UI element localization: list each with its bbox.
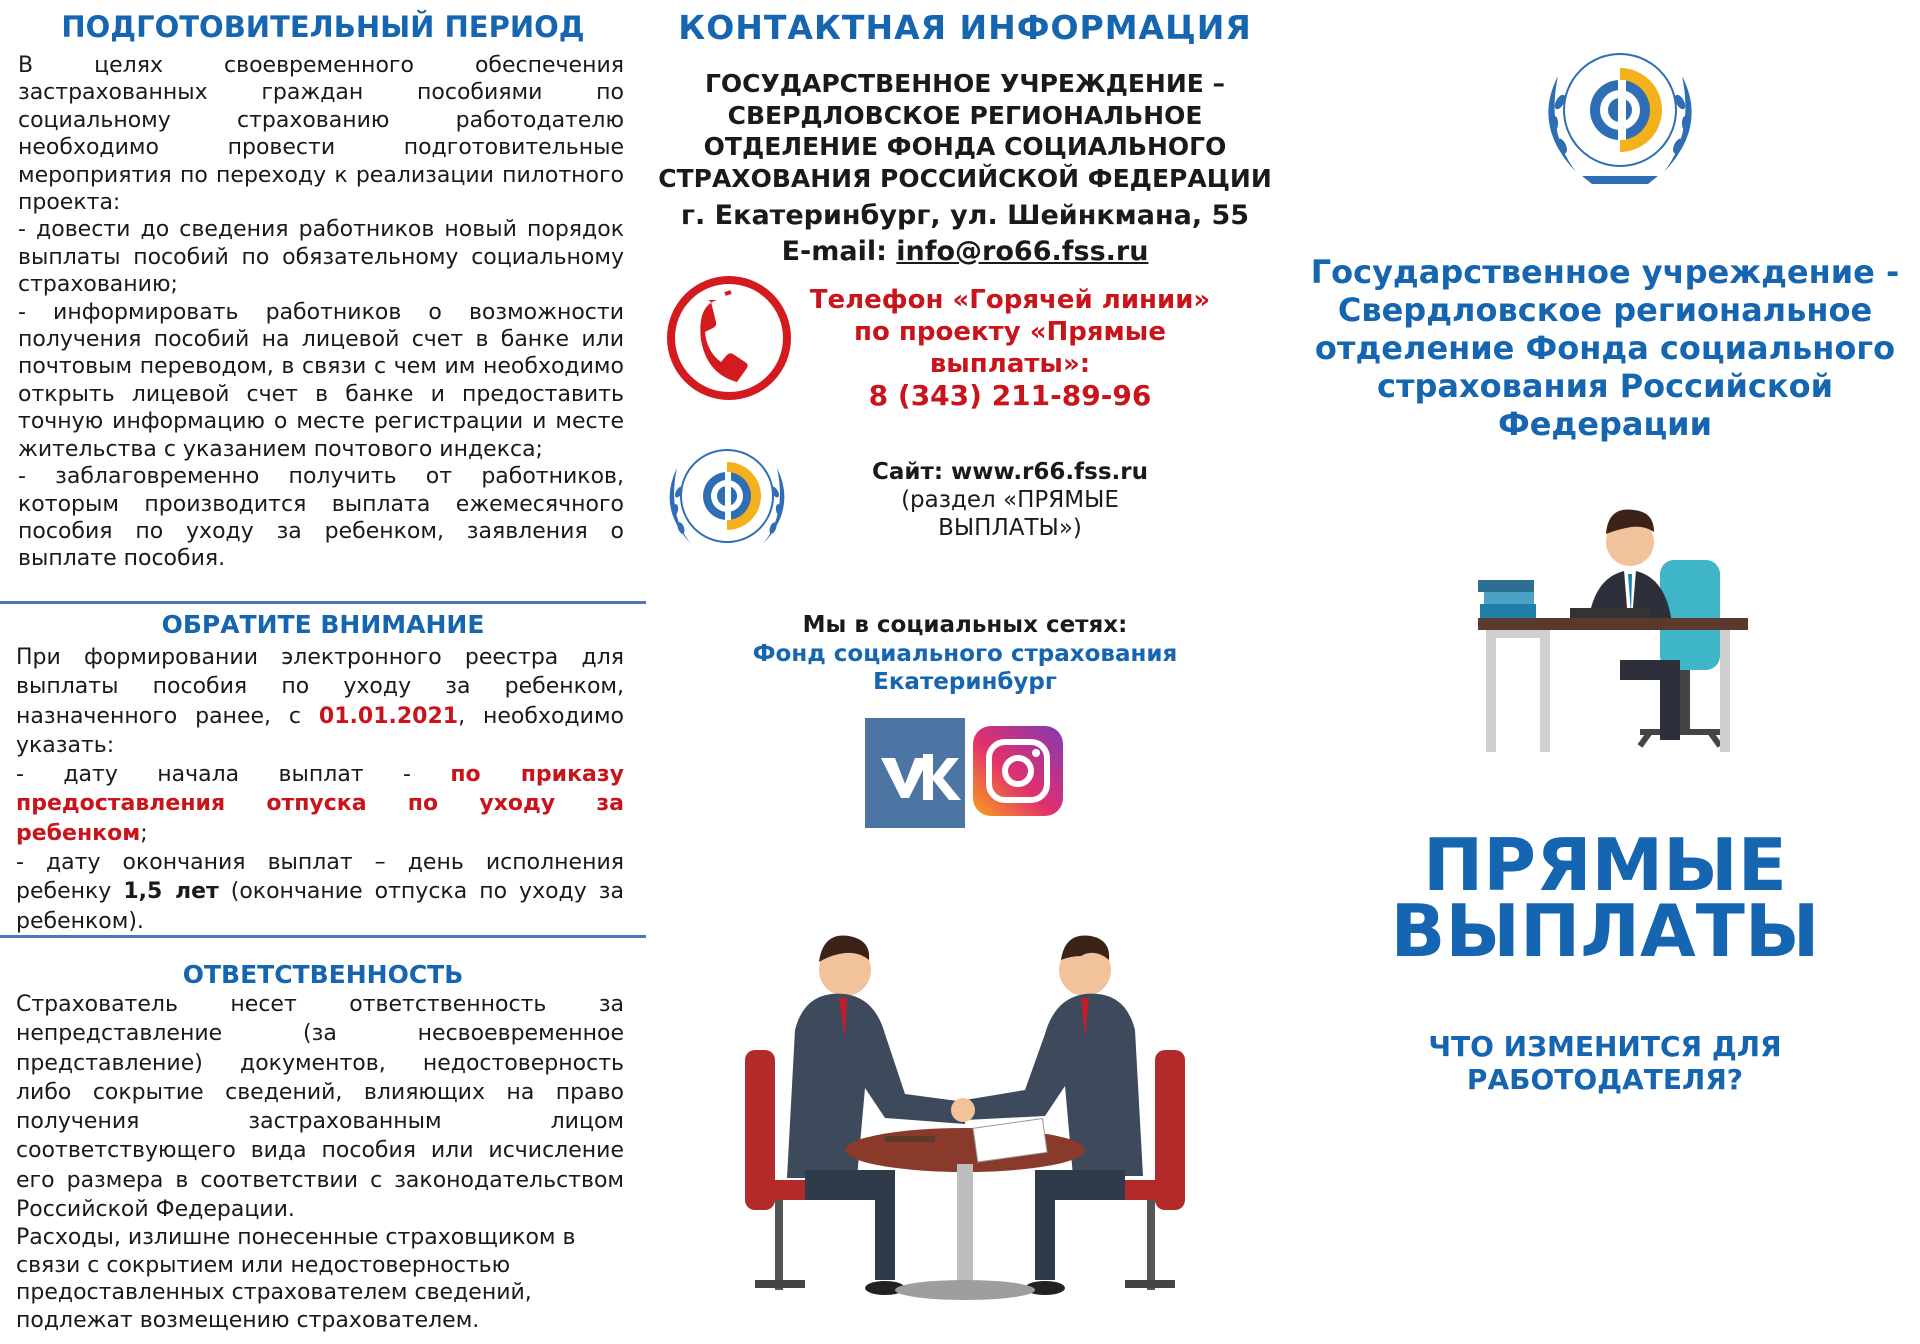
right-column <box>1290 0 1920 1344</box>
prep-title: ПОДГОТОВИТЕЛЬНЫЙ ПЕРИОД <box>61 10 585 44</box>
instagram-icon[interactable] <box>973 726 1063 816</box>
vk-icon[interactable] <box>865 718 965 828</box>
attention-red-text: по приказу предоставления отпуска по уходу за ребенком <box>16 762 624 846</box>
prep-item-1: - довести до сведения работников новый порядок выплаты пособий по обязательному социальному страхованию; <box>18 217 624 298</box>
office-worker-illustration <box>1470 500 1770 770</box>
left-column <box>0 0 650 1344</box>
org-title: Государственное учреждение - Свердловское региональное отделение Фонда социального страхования Российской Федерации <box>1310 253 1900 443</box>
attention-p3: - дату окончания выплат – день исполнения ребенку 1,5 лет (окончание отпуска по уходу за ребенком). <box>16 850 624 934</box>
responsibility-body <box>16 990 624 1334</box>
hotline-text: Телефон «Горячей линии» по проекту «Прямые выплаты»: 8 (343) 211-89-96 <box>805 284 1215 412</box>
subheadline: ЧТО ИЗМЕНИТСЯ ДЛЯ РАБОТОДАТЕЛЯ? <box>1428 1030 1782 1096</box>
prep-item-3: - заблаговременно получить от работников, которым производится выплата ежемесячного пособия по уходу за ребенком, заявления о выплате пособия. <box>18 464 624 572</box>
divider-2 <box>0 935 646 938</box>
phone-icon <box>663 272 795 404</box>
contact-email-line: E-mail: info@ro66.fss.ru <box>781 236 1149 267</box>
attention-p2: - дату начала выплат - по приказу предоставления отпуска по уходу за ребенком; <box>16 762 624 846</box>
fss-logo-small <box>655 432 799 567</box>
handshake-meeting-illustration <box>735 910 1195 1330</box>
fss-logo-large <box>1532 36 1708 192</box>
attention-body <box>16 643 624 936</box>
site-link[interactable]: Сайт: www.r66.fss.ru <box>872 459 1148 485</box>
contact-address: г. Екатеринбург, ул. Шейнкмана, 55 <box>680 200 1250 231</box>
prep-item-2: - информировать работников о возможности получения пособий на лицевой счет в банке или почтовым переводом, в связи с чем им необходимо открыть лицевой счет в банке и предоставить точную информацию о месте регистрации и месте жительства с указанием почтового индекса; <box>18 299 624 462</box>
contact-title: КОНТАКТНАЯ ИНФОРМАЦИЯ <box>678 8 1252 47</box>
attention-title: ОБРАТИТЕ ВНИМАНИЕ <box>161 610 485 639</box>
email-link[interactable]: info@ro66.fss.ru <box>896 236 1149 267</box>
headline: ПРЯМЫЕ ВЫПЛАТЫ <box>1390 823 1820 973</box>
responsibility-p2: Расходы, излишне понесенные страховщиком в связи с сокрытием или недостоверностью предоставленных страхователем сведений, подлежат возмещению страхователем. <box>16 1225 576 1333</box>
responsibility-p1: Страхователь несет ответственность за непредставление (за несвоевременное представление) документов, недостоверность либо сокрытие сведений, влияющих на право получения застрахованным лицом соответствующего вида пособия или исчисление его размера в соответствии с законодательством Российской Федерации. <box>16 992 624 1223</box>
attention-p1: При формировании электронного реестра для выплаты пособия по уходу за ребенком, назначенного ранее, с 01.01.2021, необходимо указать: <box>16 645 624 758</box>
contact-org: ГОСУДАРСТВЕННОЕ УЧРЕЖДЕНИЕ – СВЕРДЛОВСКОЕ РЕГИОНАЛЬНОЕ ОТДЕЛЕНИЕ ФОНДА СОЦИАЛЬНОГО СТРАХОВАНИЯ РОССИЙСКОЙ ФЕДЕРАЦИИ <box>658 69 1272 193</box>
social-label: Мы в социальных сетях: <box>802 612 1128 638</box>
middle-column <box>655 0 1275 1344</box>
hotline-phone[interactable]: 8 (343) 211-89-96 <box>868 379 1152 412</box>
prep-body <box>18 52 624 573</box>
attention-date: 01.01.2021 <box>318 703 459 729</box>
prep-intro: В целях своевременного обеспечения застрахованных граждан пособиями по социальному страхованию работодателю необходимо провести подготовительные мероприятия по переходу к реализации пилотного проекта: <box>18 53 624 216</box>
social-name: Фонд социального страхования Екатеринбург <box>752 641 1178 695</box>
responsibility-title: ОТВЕТСТВЕННОСТЬ <box>182 960 464 989</box>
attention-age: 1,5 лет <box>123 879 219 905</box>
divider-1 <box>0 601 646 604</box>
site-info: Сайт: www.r66.fss.ru (раздел «ПРЯМЫЕ ВЫПЛАТЫ») <box>805 458 1215 542</box>
